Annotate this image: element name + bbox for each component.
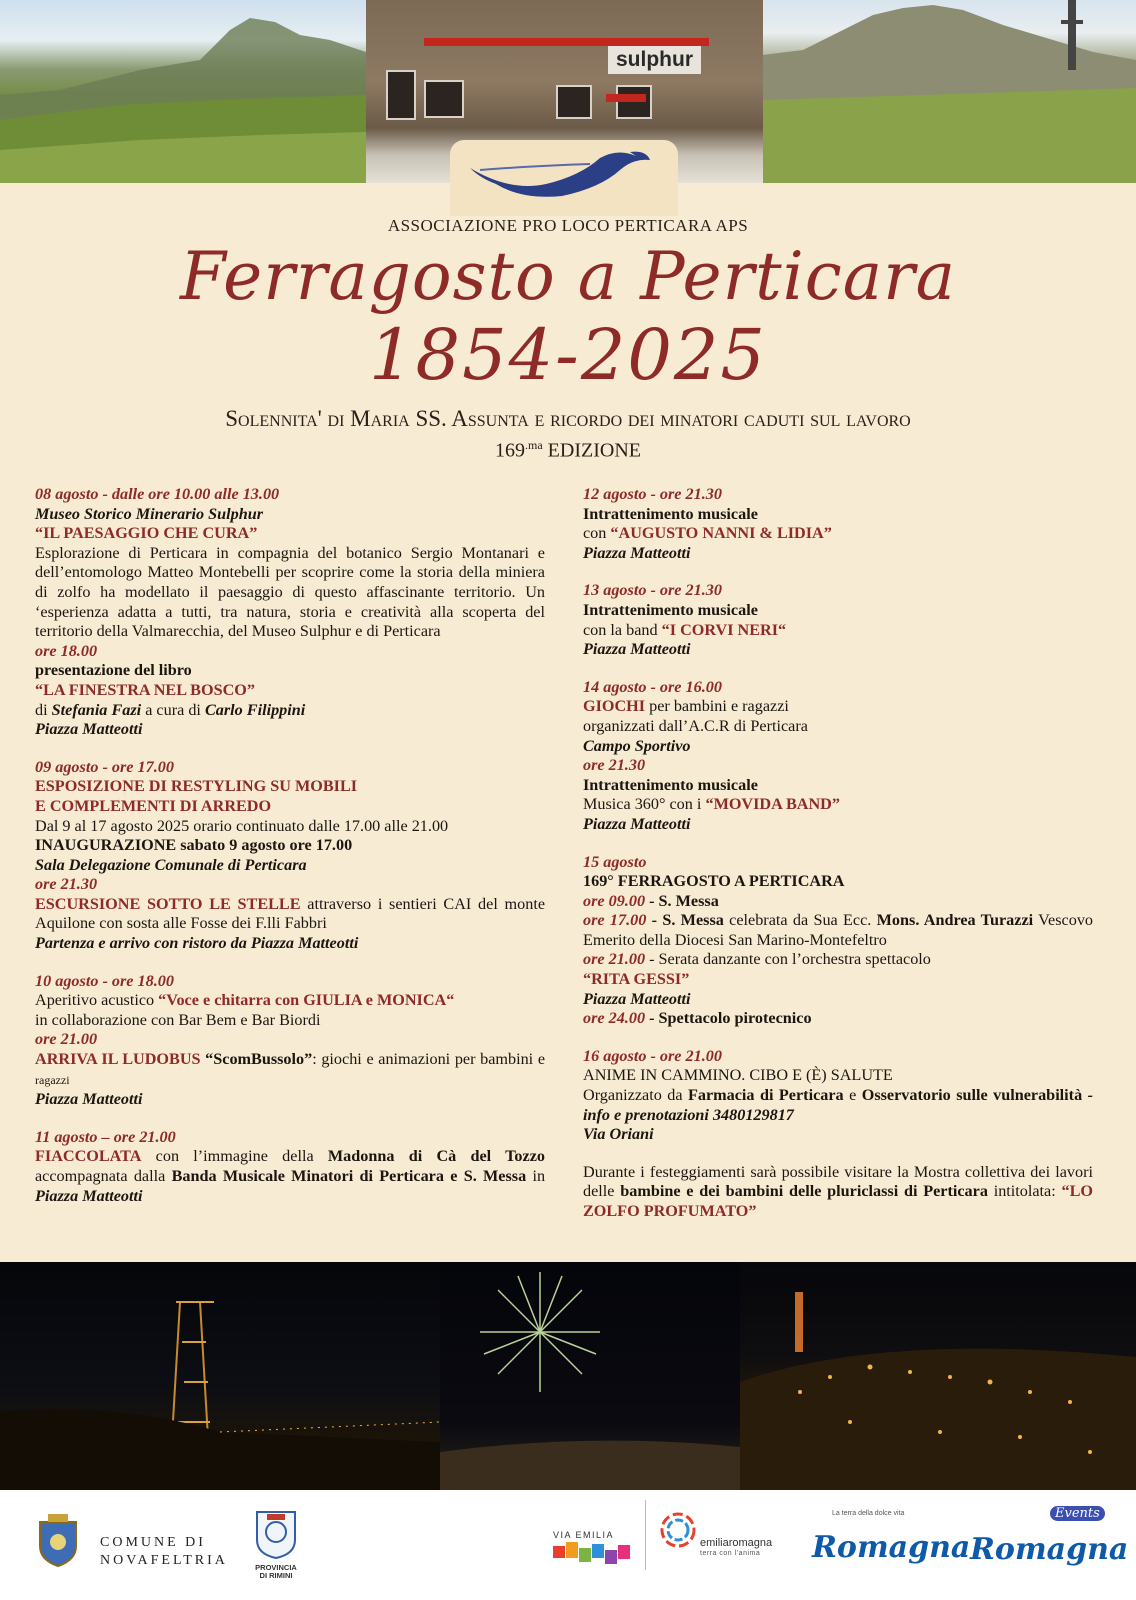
sponsor-footer	[0, 1490, 1136, 1600]
event-title: “IL PAESAGGIO CHE CURA”	[35, 524, 258, 543]
night-photo-strip	[0, 1262, 1136, 1490]
event-15-agosto	[583, 853, 1093, 1029]
event-11-agosto	[35, 1128, 545, 1206]
romagna-tagline: La terra della dolce vita	[832, 1510, 905, 1517]
photo-village-night	[740, 1262, 1136, 1490]
via-emilia-label: VIA EMILIA	[553, 1530, 615, 1540]
event-title-2: E COMPLEMENTI DI ARREDO	[35, 796, 272, 815]
event-time: ore 21.00	[35, 1030, 98, 1049]
schedule-line-1	[583, 892, 1093, 912]
romagna-events-logo: Romagna	[970, 1532, 1129, 1567]
and-label: e	[849, 1086, 857, 1105]
aperitivo-label: Aperitivo acustico	[35, 991, 155, 1010]
schedule-time: ore 17.00	[583, 911, 647, 930]
ludobus-line	[35, 1050, 545, 1090]
sulphur-sign: sulphur	[608, 46, 701, 74]
event-16-agosto	[583, 1047, 1093, 1145]
mass-label: e S. Messa	[450, 1167, 527, 1185]
giochi-line	[583, 697, 1093, 717]
event-place: Piazza Matteotti	[583, 640, 691, 659]
giochi-title: GIOCHI	[583, 697, 646, 716]
book-intro: presentazione del libro	[35, 661, 192, 680]
event-date: 15 agosto	[583, 852, 647, 871]
comune-line1: COMUNE DI	[100, 1535, 206, 1550]
with-label: con	[583, 524, 607, 543]
event-place: Piazza Matteotti	[583, 543, 691, 562]
aperitivo-line	[35, 991, 545, 1011]
event-date: 10 agosto - ore 18.00	[35, 971, 174, 990]
provincia-line2: DI RIMINI	[259, 1571, 293, 1580]
event-venue: Museo Storico Minerario Sulphur	[35, 504, 264, 523]
schedule-desc: - S. Messa	[649, 891, 719, 910]
fiaccolata-line	[35, 1147, 545, 1206]
fiaccolata-title: FIACCOLATA	[35, 1147, 142, 1166]
poster-title: Ferragosto a Perticara	[179, 238, 956, 315]
poster-years: 1854-2025	[369, 314, 767, 396]
schedule-desc: - Serata danzante con l’orchestra spettacolo	[649, 950, 931, 969]
association-name: ASSOCIAZIONE PRO LOCO PERTICARA APS	[387, 216, 749, 235]
book-editor: Carlo Filippini	[204, 700, 306, 719]
event-time: ore 18.00	[35, 641, 98, 660]
divider	[645, 1500, 646, 1570]
book-title: “LA FINESTRA NEL BOSCO”	[35, 680, 255, 699]
bishop-name: Mons. Andrea Turazzi	[876, 911, 1034, 930]
schedule-desc: - Spettacolo pirotecnico	[649, 1009, 812, 1028]
photo-landscape-left	[0, 0, 366, 183]
closing-intro: Durante i festeggiamenti sarà possibile visitare la Mostra collettiva dei lavori delle	[583, 1162, 1093, 1201]
schedule-line-3	[583, 950, 1093, 970]
event-09-agosto	[35, 758, 545, 954]
novafeltria-crest-icon	[36, 1512, 80, 1568]
band-name: Banda Musicale Minatori di Perticara	[171, 1167, 444, 1185]
events-badge: Events	[1050, 1506, 1105, 1521]
closing-text	[583, 1163, 1093, 1222]
fiaccolata-description: con l’immagine della	[155, 1147, 314, 1166]
care-label: a cura di	[145, 700, 201, 719]
madonna-name: Madonna di Cà del Tozzo	[327, 1147, 545, 1166]
pro-loco-logo	[450, 140, 678, 216]
event-date: 11 agosto – ore 21.00	[35, 1127, 176, 1146]
ludobus-small: ragazzi	[35, 1072, 70, 1087]
event-description: Esplorazione di Perticara in compagnia del botanico Sergio Montanari e dell’entomologo Matteo Montebelli per scoprire come la storia della miniera di zolfo ha modellato il paesaggio di questo affascinante territorio. Un ‘esperienza adatta a tutti, tra natura, storia e creatività alla scoperta del territorio della Valmarecchia, del Museo Sulphur e di Perticara	[35, 543, 545, 641]
event-date: 09 agosto - ore 17.00	[35, 757, 174, 776]
collaboration: in collaborazione con Bar Bem e Bar Biordi	[35, 1010, 321, 1029]
photo-mine-tower-night	[0, 1262, 440, 1490]
schedule-time: ore 24.00	[583, 1009, 646, 1028]
by-label: di	[35, 700, 48, 719]
schedule-desc: - S. Messa	[651, 911, 724, 930]
program-right-column	[583, 485, 1093, 1240]
schedule-time: ore 21.00	[583, 950, 646, 969]
event-type: Intrattenimento musicale	[583, 504, 758, 523]
event-date: 13 agosto - ore 21.30	[583, 581, 722, 600]
accompanied-label: accompagnata dalla	[35, 1167, 166, 1185]
in-label: in	[532, 1167, 546, 1185]
event-place: Piazza Matteotti	[35, 1186, 143, 1205]
event-hours: Dal 9 al 17 agosto 2025 orario continuato dalle 17.00 alle 21.00	[35, 816, 449, 835]
event-date: 14 agosto - ore 16.00	[583, 677, 722, 696]
ludobus-title: ARRIVA IL LUDOBUS	[35, 1050, 201, 1069]
provincia-label	[252, 1564, 300, 1580]
event-13-agosto	[583, 581, 1093, 659]
photo-fireworks	[440, 1262, 740, 1490]
exhibition-title: “LO ZOLFO PROFUMATO”	[583, 1182, 1093, 1220]
provincia-line1: PROVINCIA	[255, 1563, 297, 1572]
event-title: 169° FERRAGOSTO A PERTICARA	[583, 872, 845, 891]
romagna-logo: Romagna	[812, 1530, 971, 1565]
band-name: “AUGUSTO NANNI & LIDIA”	[610, 524, 832, 543]
poster-subtitle: Solennita' di Maria SS. Assunta e ricordo dei minatori caduti sul lavoro	[225, 406, 911, 431]
program-left-column	[35, 485, 545, 1224]
eagle-icon	[470, 152, 650, 197]
band-line	[583, 621, 1093, 641]
event-place: Piazza Matteotti	[583, 989, 691, 1008]
closing-titled: intitolata:	[993, 1182, 1056, 1201]
building-window	[616, 85, 652, 119]
event-date: 08 agosto - dalle ore 10.00 alle 13.00	[35, 485, 280, 503]
event-time: ore 21.30	[35, 875, 98, 894]
closing-highlight: bambine e dei bambini delle pluriclassi di Perticara	[620, 1182, 988, 1201]
comune-line2: NOVAFELTRIA	[100, 1553, 228, 1568]
event-date: 12 agosto - ore 21.30	[583, 485, 722, 503]
via-emilia-logo-icon	[553, 1542, 631, 1572]
emiliaromagna-name: emiliaromagna	[700, 1537, 773, 1549]
schedule-line-2	[583, 911, 1093, 950]
band-name: “I CORVI NERI“	[661, 620, 787, 639]
event-type: Intrattenimento musicale	[583, 775, 758, 794]
event-place: Piazza Matteotti	[35, 1090, 143, 1109]
organized-by: Organizzato da	[583, 1086, 683, 1105]
event-time: ore 21.30	[583, 756, 646, 775]
photo-landscape-right	[763, 0, 1136, 183]
orchestra-name: “RITA GESSI”	[583, 970, 690, 989]
planter-flowers	[606, 94, 646, 102]
excursion-title: ESCURSIONE SOTTO LE STELLE	[35, 894, 301, 913]
edition-number: 169	[495, 439, 525, 462]
edition-suffix: .ma	[525, 438, 543, 452]
building-window	[556, 85, 592, 119]
event-place: Via Oriani	[583, 1125, 654, 1144]
emiliaromagna-logo-icon	[658, 1510, 698, 1550]
music-label: Musica 360° con i	[583, 795, 702, 814]
with-label: con la band	[583, 620, 658, 639]
event-title: ESPOSIZIONE DI RESTYLING SU MOBILI	[35, 777, 358, 796]
aperitivo-title: “Voce e chitarra con GIULIA e MONICA“	[158, 991, 455, 1010]
event-place: Piazza Matteotti	[583, 814, 691, 833]
ludobus-name: “ScomBussolo”	[205, 1050, 313, 1069]
event-10-agosto	[35, 972, 545, 1110]
organizer: organizzati dall’A.C.R di Perticara	[583, 716, 808, 735]
event-date: 16 agosto - ore 21.00	[583, 1046, 722, 1065]
event-place: Piazza Matteotti	[35, 720, 143, 739]
info-phone: - info e prenotazioni 3480129817	[583, 1086, 1094, 1124]
event-08-agosto	[35, 485, 545, 740]
celebrated-by: celebrata da Sua Ecc.	[729, 911, 872, 930]
book-credits	[35, 701, 545, 721]
excursion-line	[35, 895, 545, 934]
band-line	[583, 524, 1093, 544]
excursion-description: attraverso i sentieri CAI del monte Aquilone con sosta alle Fosse dei F.lli Fabbri	[35, 894, 546, 933]
schedule-time: ore 09.00	[583, 891, 646, 910]
emiliaromagna-tagline: terra con l’anima	[700, 1550, 761, 1557]
bishop-title: Vescovo Emerito della Diocesi San Marino-Montefeltro	[583, 911, 1094, 949]
band-line	[583, 795, 1093, 815]
window-flowers	[424, 38, 709, 46]
event-inauguration: INAUGURAZIONE sabato 9 agosto ore 17.00	[35, 836, 353, 855]
event-title: ANIME IN CAMMINO. CIBO E (È) SALUTE	[583, 1066, 893, 1085]
building-window	[424, 80, 464, 118]
organizer-line	[583, 1086, 1093, 1125]
event-12-agosto	[583, 485, 1093, 563]
comune-label	[100, 1534, 228, 1570]
edition-word: EDIZIONE	[547, 439, 641, 462]
event-type: Intrattenimento musicale	[583, 600, 758, 619]
closing-note	[583, 1163, 1093, 1222]
provincia-rimini-crest-icon	[255, 1508, 297, 1560]
pharmacy-name: Farmacia di Perticara	[688, 1086, 844, 1105]
ludobus-description: : giochi e animazioni per bambini e	[312, 1050, 546, 1069]
band-name: “MOVIDA BAND”	[705, 795, 840, 814]
event-14-agosto	[583, 678, 1093, 835]
giochi-description: per bambini e ragazzi	[649, 697, 789, 716]
excursion-start: Partenza e arrivo con ristoro da Piazza Matteotti	[35, 934, 359, 953]
book-author: Stefania Fazi	[51, 700, 142, 719]
building-door	[386, 70, 416, 120]
edition-line	[0, 438, 1136, 463]
schedule-line-4	[583, 1009, 1093, 1029]
observatory-name: Osservatorio sulle vulnerabilità	[861, 1086, 1083, 1105]
event-venue: Campo Sportivo	[583, 736, 691, 755]
event-venue: Sala Delegazione Comunale di Perticara	[35, 855, 307, 874]
